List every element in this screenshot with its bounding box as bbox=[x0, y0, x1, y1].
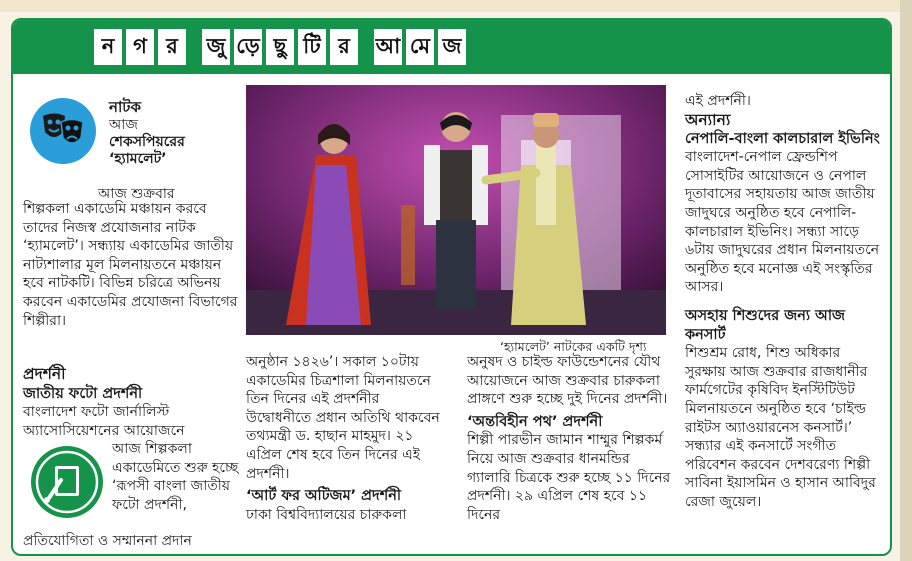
section-banner bbox=[13, 20, 890, 74]
exhibition-category: প্রদর্শনী bbox=[23, 365, 66, 383]
column-four bbox=[685, 92, 881, 511]
page-edge-right bbox=[900, 0, 912, 561]
drama-body: শিল্পকলা একাডেমি মঞ্চায়ন করবে তাদের নিজস্ব প্রযোজনার নাটক ‘হ্যামলেট’। সন্ধ্যায় একাডেমির জাতীয় নাট্যশালার মূল মিলনায়তনে মঞ্চায়ন হবে নাটকটি। বিভিন্ন চরিত্রে অভিনয় করবেন একাডেমির প্রযোজনা বিভাগের শিল্পীরা। bbox=[23, 201, 238, 329]
banner-letter: মে bbox=[406, 29, 434, 65]
exhibition-title: জাতীয় ফটো প্রদর্শনী bbox=[23, 386, 143, 402]
drama-category: নাটক bbox=[109, 98, 141, 116]
drama-line: আজ bbox=[109, 117, 138, 133]
culture-listing-box bbox=[11, 18, 892, 556]
drama-line: শেকসপিয়রের bbox=[109, 134, 185, 150]
column-four-tail: এই প্রদর্শনী। bbox=[685, 93, 751, 109]
drama-heading bbox=[109, 98, 239, 168]
column-two bbox=[246, 353, 446, 524]
endless-path-heading: ‘অন্তবিহীন পথ’ প্রদর্শনী bbox=[467, 413, 603, 430]
photo-caption: ‘হ্যামলেট’ নাটকের একটি দৃশ্য bbox=[500, 339, 647, 354]
drama-line: ‘হ্যামলেট’ bbox=[109, 151, 167, 167]
art-for-autism-heading: ‘আর্ট ফর অটিজম’ প্রদর্শনী bbox=[246, 488, 402, 505]
paintbrush-canvas-icon bbox=[31, 446, 103, 518]
banner-gap bbox=[190, 29, 198, 65]
banner-letter: ছু bbox=[266, 29, 294, 65]
column-two-paragraph: অনুষ্ঠান ১৪২৬’। সকাল ১০টায় একাডেমির চিত্রশালা মিলনায়তনে তিন দিনের এই প্রদর্শনীর উদ্বোধনীতে প্রধান অতিথি থাকবেন তথ্যমন্ত্রী ড. হাছান মাহমুদ। ২১ এপ্রিল শেষ হবে তিন দিনের এই প্রদর্শনী। bbox=[246, 354, 440, 482]
banner-letter: গ bbox=[126, 29, 154, 65]
banner-letter: ন bbox=[94, 29, 122, 65]
banner-letter: জ bbox=[438, 29, 466, 65]
others-category: অন্যান্য bbox=[685, 110, 731, 129]
banner-gap bbox=[362, 29, 370, 65]
banner-letter: টি bbox=[298, 29, 326, 65]
banner-title bbox=[94, 29, 470, 65]
column-three-paragraph: শিল্পী পারভীন জামান শাম্মুর শিল্পকর্ম নিয়ে আজ শুক্রবার ধানমন্ডির গ্যালারি চিত্রকে শুরু হচ্ছে ১১ দিনের প্রদর্শনী। ২৯ এপ্রিল শেষ হবে ১১ দিনের bbox=[467, 432, 671, 523]
page-edge-top bbox=[0, 0, 912, 12]
banner-letter: জু bbox=[202, 29, 230, 65]
column-four-paragraph: শিশুশ্রম রোধ, শিশু অধিকার সুরক্ষায় আজ শুক্রবার রাজধানীর ফার্মগেটের কৃষিবিদ ইনস্টিটিউট মিলনায়তনে অনুষ্ঠিত হবে ‘চাইল্ড রাইটস অ্যাওয়ারনেস কনসার্ট।’ সন্ধ্যার এই কনসার্টে সংগীত পরিবেশন করবেন দেশবরেণ্য শিল্পী সাবিনা ইয়াসমিন ও হাসান আবিদুর রেজা জুয়েল। bbox=[685, 345, 876, 510]
exhibition-body: প্রতিযোগিতা ও সম্মাননা প্রদান bbox=[23, 533, 192, 549]
column-three bbox=[467, 353, 672, 524]
theatre-masks-icon bbox=[30, 98, 96, 164]
column-four-paragraph: বাংলাদেশ-নেপাল ফ্রেন্ডশিপ সোসাইটির আয়োজনে ও নেপাল দূতাবাসের সহায়তায় আজ জাতীয় জাদুঘরে অনুষ্ঠিত হবে নেপালি-কালচারাল ইভিনিং। সন্ধ্যা সাড়ে ৬টায় জাদুঘরের প্রধান মিলনায়তনে অনুষ্ঠিত হবে মনোজ্ঞ এই সংস্কৃতির আসর। bbox=[685, 149, 880, 296]
banner-letter: ড়ে bbox=[234, 29, 262, 65]
drama-intro: আজ শুক্রবার bbox=[98, 186, 175, 202]
banner-letter: র bbox=[158, 29, 186, 65]
banner-letter: আ bbox=[374, 29, 402, 65]
concert-heading: অসহায় শিশুদের জন্য আজ কনসার্ট bbox=[685, 307, 845, 343]
banner-letter: র bbox=[330, 29, 358, 65]
nepali-evening-heading: নেপালি-বাংলা কালচারাল ইভিনিং bbox=[685, 130, 880, 147]
column-three-paragraph: অনুষদ ও চাইল্ড ফাউন্ডেশনের যৌথ আয়োজনে আজ শুক্রবার চারুকলা প্রাঙ্গণে শুরু হচ্ছে দুই দিনের প্রদর্শনী। bbox=[467, 354, 668, 408]
column-two-paragraph: ঢাকা বিশ্ববিদ্যালয়ের চারুকলা bbox=[246, 506, 407, 523]
exhibition-body: বাংলাদেশ ফটো জার্নালিস্ট অ্যাসোসিয়েশনের আয়োজনে bbox=[23, 404, 185, 439]
hamlet-photo bbox=[246, 85, 666, 335]
exhibition-body: আজ শিল্পকলা একাডেমিতে শুরু হচ্ছে ‘রূপসী বাংলা জাতীয় ফটো প্রদর্শনী, bbox=[112, 441, 239, 513]
